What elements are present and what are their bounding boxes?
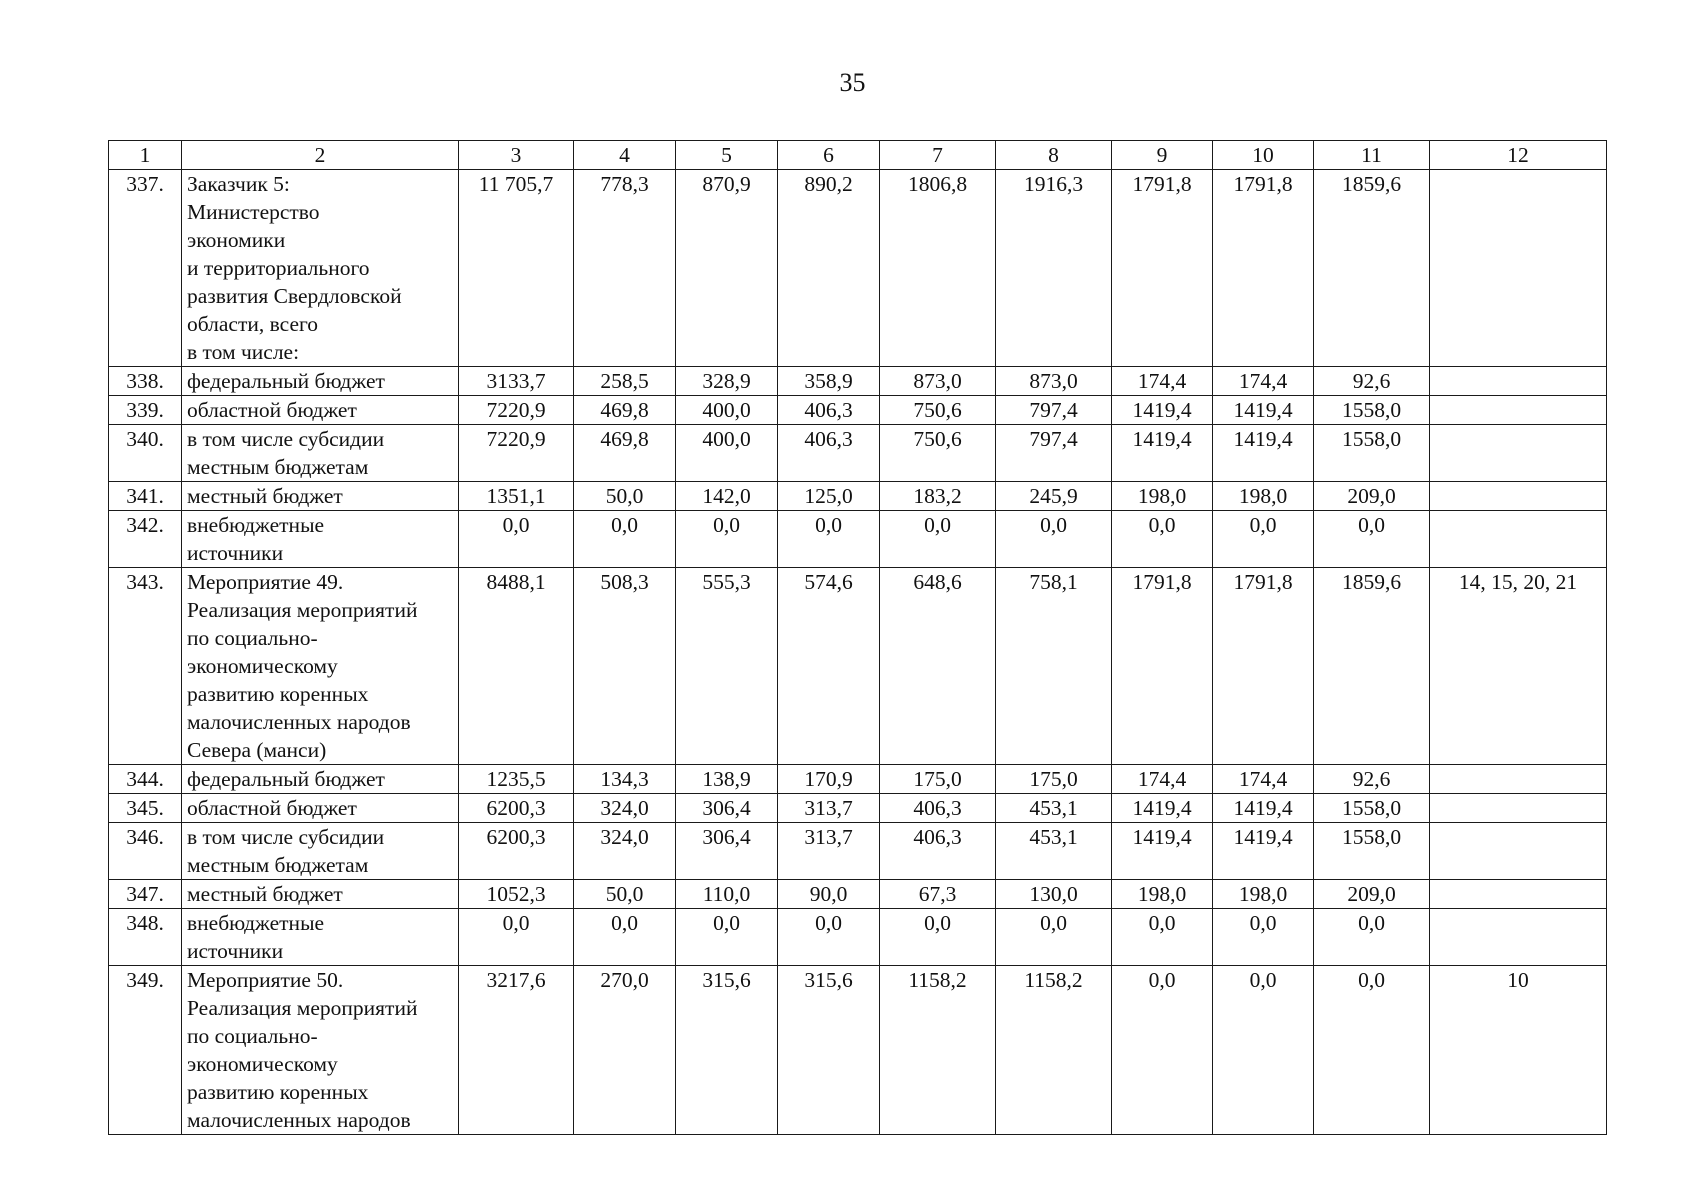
value-cell: 198,0 [1112, 482, 1213, 511]
value-cell: 0,0 [676, 511, 778, 568]
value-cell: 406,3 [778, 396, 880, 425]
table-row [109, 909, 1607, 966]
value-cell: 1158,2 [880, 966, 996, 1135]
table-body [109, 170, 1607, 1135]
value-cell: 555,3 [676, 568, 778, 765]
value-cell: 142,0 [676, 482, 778, 511]
table-row [109, 880, 1607, 909]
row-number: 347. [109, 880, 182, 909]
row-name: местный бюджет [182, 880, 459, 909]
value-cell: 1791,8 [1112, 170, 1213, 367]
value-cell: 175,0 [880, 765, 996, 794]
value-cell: 1916,3 [996, 170, 1112, 367]
value-cell: 198,0 [1112, 880, 1213, 909]
value-cell: 0,0 [1213, 966, 1314, 1135]
row-number: 340. [109, 425, 182, 482]
target-indicators-cell [1430, 170, 1607, 367]
value-cell: 508,3 [574, 568, 676, 765]
value-cell: 648,6 [880, 568, 996, 765]
value-cell: 90,0 [778, 880, 880, 909]
table-row [109, 482, 1607, 511]
value-cell: 1791,8 [1213, 170, 1314, 367]
value-cell: 50,0 [574, 482, 676, 511]
value-cell: 174,4 [1213, 765, 1314, 794]
row-number: 345. [109, 794, 182, 823]
target-indicators-cell [1430, 511, 1607, 568]
target-indicators-cell: 10 [1430, 966, 1607, 1135]
value-cell: 758,1 [996, 568, 1112, 765]
value-cell: 358,9 [778, 367, 880, 396]
value-cell: 1419,4 [1213, 823, 1314, 880]
table-row [109, 966, 1607, 1135]
column-header: 8 [996, 141, 1112, 170]
budget-table [108, 140, 1607, 1135]
value-cell: 0,0 [1213, 909, 1314, 966]
value-cell: 1859,6 [1314, 568, 1430, 765]
table-row [109, 170, 1607, 367]
column-header: 11 [1314, 141, 1430, 170]
value-cell: 130,0 [996, 880, 1112, 909]
value-cell: 245,9 [996, 482, 1112, 511]
value-cell: 406,3 [880, 823, 996, 880]
value-cell: 750,6 [880, 396, 996, 425]
row-name: местный бюджет [182, 482, 459, 511]
value-cell: 0,0 [459, 511, 574, 568]
value-cell: 313,7 [778, 794, 880, 823]
value-cell: 1419,4 [1112, 425, 1213, 482]
column-header: 9 [1112, 141, 1213, 170]
column-header: 3 [459, 141, 574, 170]
value-cell: 1419,4 [1112, 794, 1213, 823]
row-number: 349. [109, 966, 182, 1135]
target-indicators-cell [1430, 880, 1607, 909]
row-number: 342. [109, 511, 182, 568]
table-row [109, 425, 1607, 482]
value-cell: 270,0 [574, 966, 676, 1135]
table-row [109, 794, 1607, 823]
value-cell: 1419,4 [1112, 396, 1213, 425]
table-row [109, 568, 1607, 765]
value-cell: 890,2 [778, 170, 880, 367]
value-cell: 574,6 [778, 568, 880, 765]
value-cell: 198,0 [1213, 482, 1314, 511]
row-name: областной бюджет [182, 794, 459, 823]
value-cell: 1558,0 [1314, 396, 1430, 425]
value-cell: 873,0 [880, 367, 996, 396]
value-cell: 198,0 [1213, 880, 1314, 909]
page-number: 35 [839, 68, 866, 97]
value-cell: 313,7 [778, 823, 880, 880]
value-cell: 1235,5 [459, 765, 574, 794]
value-cell: 174,4 [1112, 765, 1213, 794]
target-indicators-cell [1430, 765, 1607, 794]
value-cell: 67,3 [880, 880, 996, 909]
value-cell: 1419,4 [1213, 396, 1314, 425]
value-cell: 0,0 [1314, 909, 1430, 966]
row-number: 338. [109, 367, 182, 396]
value-cell: 1558,0 [1314, 425, 1430, 482]
value-cell: 1558,0 [1314, 823, 1430, 880]
value-cell: 92,6 [1314, 765, 1430, 794]
value-cell: 870,9 [676, 170, 778, 367]
value-cell: 0,0 [778, 909, 880, 966]
column-header: 2 [182, 141, 459, 170]
target-indicators-cell [1430, 823, 1607, 880]
value-cell: 125,0 [778, 482, 880, 511]
value-cell: 0,0 [574, 909, 676, 966]
value-cell: 0,0 [676, 909, 778, 966]
value-cell: 1791,8 [1213, 568, 1314, 765]
value-cell: 3133,7 [459, 367, 574, 396]
value-cell: 797,4 [996, 425, 1112, 482]
table-row [109, 823, 1607, 880]
table-row [109, 367, 1607, 396]
table-row [109, 765, 1607, 794]
value-cell: 258,5 [574, 367, 676, 396]
target-indicators-cell [1430, 425, 1607, 482]
value-cell: 0,0 [880, 909, 996, 966]
row-name: Мероприятие 50. Реализация мероприятий по социально- экономическому развитию коренных малочисленных народов [182, 966, 459, 1135]
value-cell: 469,8 [574, 396, 676, 425]
value-cell: 797,4 [996, 396, 1112, 425]
column-header: 1 [109, 141, 182, 170]
value-cell: 92,6 [1314, 367, 1430, 396]
value-cell: 324,0 [574, 794, 676, 823]
value-cell: 1158,2 [996, 966, 1112, 1135]
value-cell: 306,4 [676, 794, 778, 823]
row-number: 337. [109, 170, 182, 367]
row-number: 346. [109, 823, 182, 880]
value-cell: 406,3 [880, 794, 996, 823]
value-cell: 328,9 [676, 367, 778, 396]
target-indicators-cell [1430, 367, 1607, 396]
target-indicators-cell: 14, 15, 20, 21 [1430, 568, 1607, 765]
value-cell: 138,9 [676, 765, 778, 794]
row-name: областной бюджет [182, 396, 459, 425]
value-cell: 0,0 [778, 511, 880, 568]
target-indicators-cell [1430, 909, 1607, 966]
value-cell: 6200,3 [459, 794, 574, 823]
row-name: внебюджетные источники [182, 511, 459, 568]
value-cell: 1859,6 [1314, 170, 1430, 367]
table-row [109, 511, 1607, 568]
row-number: 344. [109, 765, 182, 794]
value-cell: 1419,4 [1112, 823, 1213, 880]
value-cell: 469,8 [574, 425, 676, 482]
value-cell: 1791,8 [1112, 568, 1213, 765]
column-header: 10 [1213, 141, 1314, 170]
column-header: 5 [676, 141, 778, 170]
value-cell: 0,0 [459, 909, 574, 966]
value-cell: 209,0 [1314, 482, 1430, 511]
value-cell: 6200,3 [459, 823, 574, 880]
value-cell: 406,3 [778, 425, 880, 482]
value-cell: 0,0 [1112, 909, 1213, 966]
value-cell: 1558,0 [1314, 794, 1430, 823]
row-number: 348. [109, 909, 182, 966]
target-indicators-cell [1430, 396, 1607, 425]
target-indicators-cell [1430, 482, 1607, 511]
value-cell: 0,0 [1213, 511, 1314, 568]
value-cell: 0,0 [1112, 511, 1213, 568]
value-cell: 8488,1 [459, 568, 574, 765]
value-cell: 778,3 [574, 170, 676, 367]
value-cell: 324,0 [574, 823, 676, 880]
table-row [109, 396, 1607, 425]
value-cell: 1419,4 [1213, 794, 1314, 823]
row-name: в том числе субсидии местным бюджетам [182, 425, 459, 482]
value-cell: 1806,8 [880, 170, 996, 367]
value-cell: 174,4 [1112, 367, 1213, 396]
row-name: Заказчик 5: Министерство экономики и территориального развития Свердловской области, всего в том числе: [182, 170, 459, 367]
value-cell: 750,6 [880, 425, 996, 482]
value-cell: 306,4 [676, 823, 778, 880]
value-cell: 0,0 [1314, 511, 1430, 568]
value-cell: 1351,1 [459, 482, 574, 511]
value-cell: 0,0 [1314, 966, 1430, 1135]
value-cell: 315,6 [778, 966, 880, 1135]
value-cell: 0,0 [996, 511, 1112, 568]
value-cell: 1052,3 [459, 880, 574, 909]
value-cell: 873,0 [996, 367, 1112, 396]
column-header: 12 [1430, 141, 1607, 170]
row-number: 341. [109, 482, 182, 511]
value-cell: 110,0 [676, 880, 778, 909]
value-cell: 0,0 [574, 511, 676, 568]
row-name: внебюджетные источники [182, 909, 459, 966]
value-cell: 134,3 [574, 765, 676, 794]
value-cell: 50,0 [574, 880, 676, 909]
value-cell: 0,0 [1112, 966, 1213, 1135]
value-cell: 11 705,7 [459, 170, 574, 367]
column-header: 6 [778, 141, 880, 170]
value-cell: 0,0 [996, 909, 1112, 966]
value-cell: 3217,6 [459, 966, 574, 1135]
column-header: 7 [880, 141, 996, 170]
row-number: 339. [109, 396, 182, 425]
header-row [109, 141, 1607, 170]
row-number: 343. [109, 568, 182, 765]
value-cell: 183,2 [880, 482, 996, 511]
row-name: федеральный бюджет [182, 367, 459, 396]
row-name: Мероприятие 49. Реализация мероприятий по социально- экономическому развитию коренных малочисленных народов Севера (манси) [182, 568, 459, 765]
value-cell: 453,1 [996, 794, 1112, 823]
value-cell: 170,9 [778, 765, 880, 794]
value-cell: 209,0 [1314, 880, 1430, 909]
value-cell: 7220,9 [459, 425, 574, 482]
value-cell: 400,0 [676, 396, 778, 425]
row-name: федеральный бюджет [182, 765, 459, 794]
value-cell: 174,4 [1213, 367, 1314, 396]
value-cell: 175,0 [996, 765, 1112, 794]
column-header: 4 [574, 141, 676, 170]
value-cell: 1419,4 [1213, 425, 1314, 482]
value-cell: 400,0 [676, 425, 778, 482]
value-cell: 315,6 [676, 966, 778, 1135]
value-cell: 7220,9 [459, 396, 574, 425]
value-cell: 0,0 [880, 511, 996, 568]
target-indicators-cell [1430, 794, 1607, 823]
table-header [109, 141, 1607, 170]
row-name: в том числе субсидии местным бюджетам [182, 823, 459, 880]
value-cell: 453,1 [996, 823, 1112, 880]
